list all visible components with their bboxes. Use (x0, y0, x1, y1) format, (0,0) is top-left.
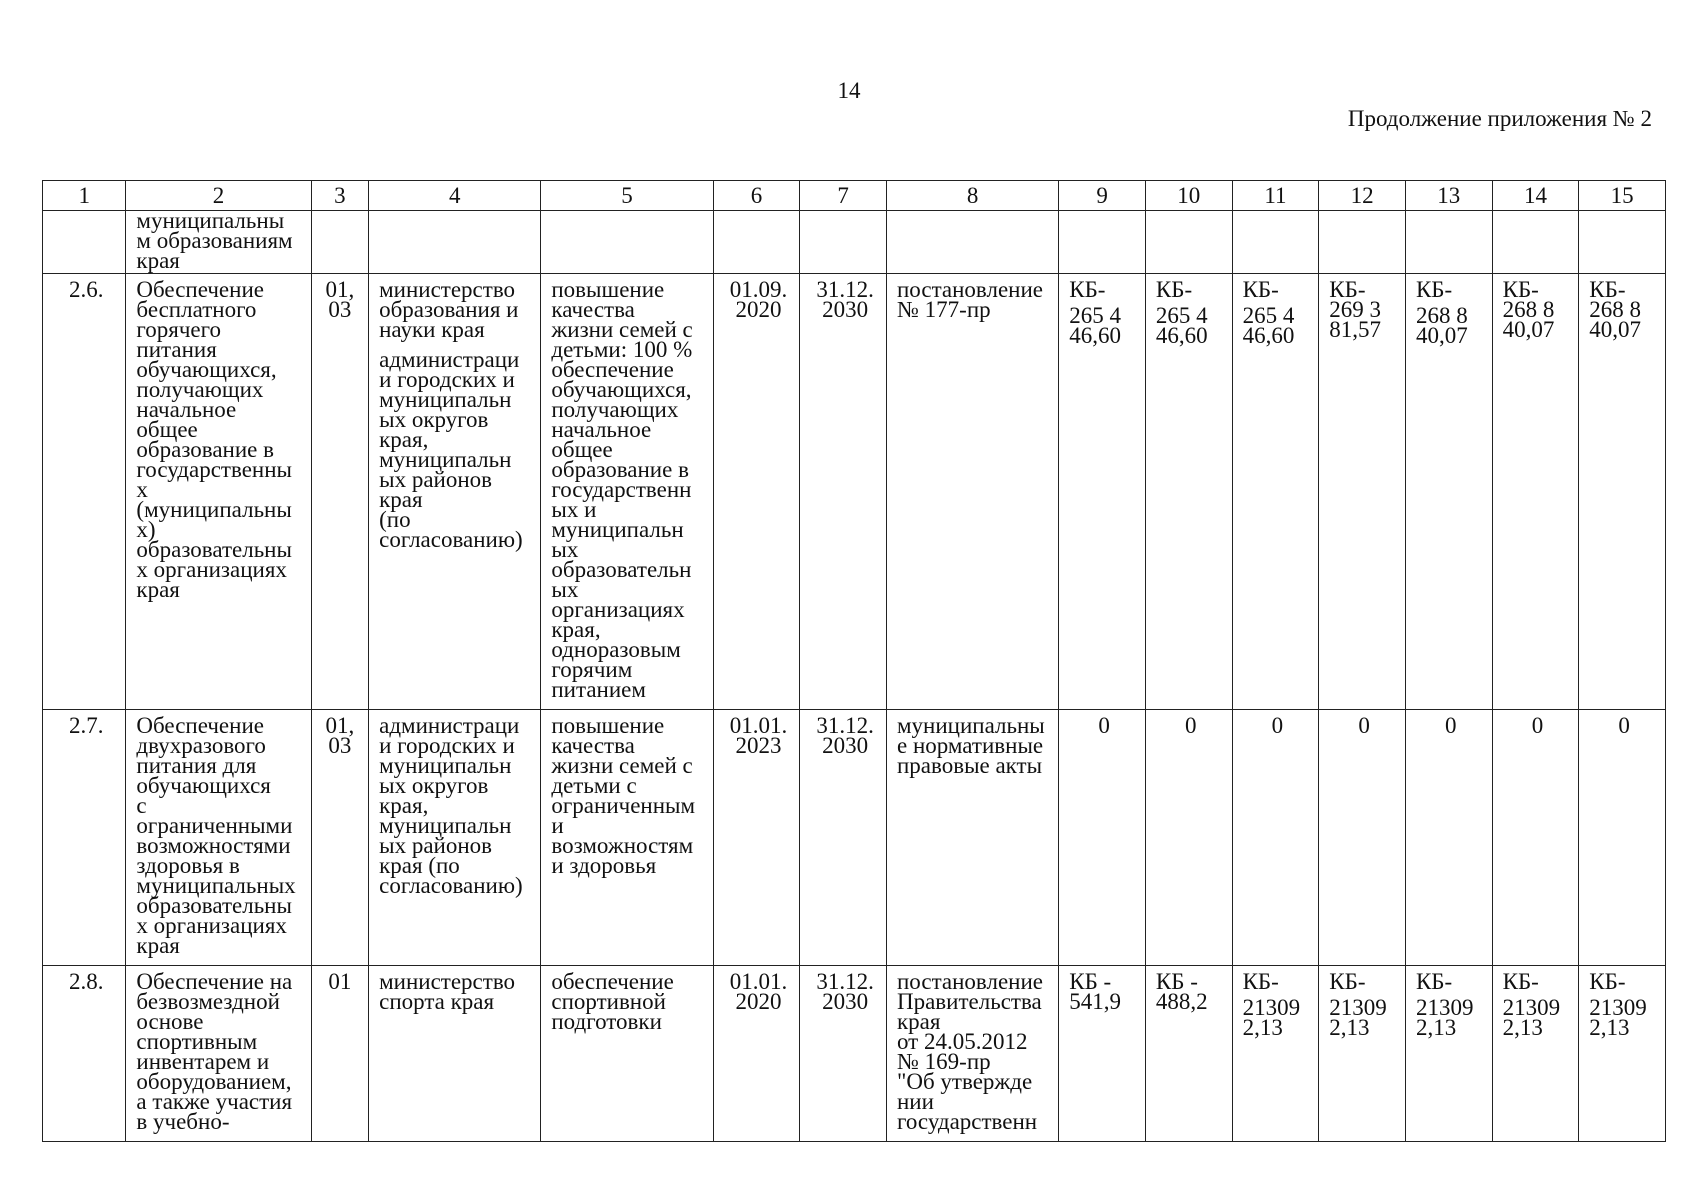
row-number (43, 211, 126, 274)
col-header: 5 (541, 181, 713, 211)
measure-name: Обеспечение на безвозмездной основе спортивным инвентарем и оборудованием, а также участия в учебно- (126, 966, 311, 1142)
value-cell (1579, 211, 1666, 274)
value-cell: 0 (1405, 710, 1492, 966)
table-row (43, 966, 1666, 1142)
value-cell: КБ- 21309 2,13 (1579, 966, 1666, 1142)
start-date-cell: 01.09. 2020 (713, 274, 800, 710)
col-header: 15 (1579, 181, 1666, 211)
executor-cell (369, 211, 541, 274)
value-cell: КБ- 265 4 46,60 (1145, 274, 1232, 710)
col-header: 10 (1145, 181, 1232, 211)
result-cell (541, 211, 713, 274)
value-cell: КБ - 488,2 (1145, 966, 1232, 1142)
value-cell: КБ- 21309 2,13 (1405, 966, 1492, 1142)
row-number: 2.7. (43, 710, 126, 966)
value-cell (1492, 211, 1579, 274)
col-header: 14 (1492, 181, 1579, 211)
value-cell: 0 (1319, 710, 1406, 966)
measure-name: муниципальны м образованиям края (126, 211, 311, 274)
col-header: 13 (1405, 181, 1492, 211)
value-cell: КБ- 265 4 46,60 (1059, 274, 1146, 710)
basis-cell: постановление № 177-пр (886, 274, 1058, 710)
page-number: 14 (837, 78, 861, 103)
value-cell: 0 (1492, 710, 1579, 966)
value-cell (1145, 211, 1232, 274)
annex-continuation-note: Продолжение приложения № 2 (1347, 106, 1652, 131)
col-header: 12 (1319, 181, 1406, 211)
table-row (43, 274, 1666, 710)
row-number: 2.6. (43, 274, 126, 710)
value-cell: КБ- 265 4 46,60 (1232, 274, 1319, 710)
code-cell: 01, 03 (311, 274, 368, 710)
basis-cell: постановление Правительства края от 24.05.2012 № 169-пр "Об утвержде нии государственн (886, 966, 1058, 1142)
code-cell (311, 211, 368, 274)
col-header: 2 (126, 181, 311, 211)
value-cell: КБ- 21309 2,13 (1232, 966, 1319, 1142)
start-date-cell (713, 211, 800, 274)
value-cell: КБ- 21309 2,13 (1492, 966, 1579, 1142)
measure-name: Обеспечение бесплатного горячего питания обучающихся, получающих начальное общее образование в государственны х (муниципальны х) образовательны х организациях края (126, 274, 311, 710)
value-cell: КБ- 268 8 40,07 (1492, 274, 1579, 710)
col-header: 1 (43, 181, 126, 211)
result-cell: повышение качества жизни семей с детьми: 100 % обеспечение обучающихся, получающих начальное общее образование в государственн ых и муниципальн ых образовательн ых организациях края, одноразовым горячим питанием (541, 274, 713, 710)
start-date-cell: 01.01. 2023 (713, 710, 800, 966)
code-cell: 01 (311, 966, 368, 1142)
value-cell: КБ- 269 3 81,57 (1319, 274, 1406, 710)
col-header: 7 (800, 181, 887, 211)
executor-cell: администраци и городских и муниципальн ых округов края, муниципальн ых районов края (по согласованию) (369, 710, 541, 966)
value-cell (1319, 211, 1406, 274)
end-date-cell (800, 211, 887, 274)
start-date-cell: 01.01. 2020 (713, 966, 800, 1142)
col-header: 6 (713, 181, 800, 211)
code-cell: 01, 03 (311, 710, 368, 966)
program-measures-table (42, 180, 1666, 1142)
col-header: 9 (1059, 181, 1146, 211)
end-date-cell: 31.12. 2030 (800, 966, 887, 1142)
value-cell (1059, 211, 1146, 274)
row-number: 2.8. (43, 966, 126, 1142)
executor-cell: министерство образования и науки края администраци и городских и муниципальн ых округов края, муниципальн ых районов края (по согласованию) (369, 274, 541, 710)
table-row (43, 710, 1666, 966)
table-row (43, 211, 1666, 274)
value-cell: КБ- 268 8 40,07 (1579, 274, 1666, 710)
value-cell: КБ- 268 8 40,07 (1405, 274, 1492, 710)
col-header: 8 (886, 181, 1058, 211)
measure-name: Обеспечение двухразового питания для обучающихся с ограниченными возможностями здоровья в муниципальных образовательны х организациях края (126, 710, 311, 966)
col-header: 3 (311, 181, 368, 211)
basis-cell: муниципальны е нормативные правовые акты (886, 710, 1058, 966)
value-cell: 0 (1232, 710, 1319, 966)
col-header: 11 (1232, 181, 1319, 211)
end-date-cell: 31.12. 2030 (800, 710, 887, 966)
result-cell: обеспечение спортивной подготовки (541, 966, 713, 1142)
value-cell (1405, 211, 1492, 274)
value-cell: 0 (1579, 710, 1666, 966)
result-cell: повышение качества жизни семей с детьми с ограниченным и возможностям и здоровья (541, 710, 713, 966)
end-date-cell: 31.12. 2030 (800, 274, 887, 710)
col-header: 4 (369, 181, 541, 211)
column-number-header-row (43, 181, 1666, 211)
basis-cell (886, 211, 1058, 274)
value-cell: 0 (1145, 710, 1232, 966)
value-cell: 0 (1059, 710, 1146, 966)
executor-cell: министерство спорта края (369, 966, 541, 1142)
value-cell (1232, 211, 1319, 274)
value-cell: КБ - 541,9 (1059, 966, 1146, 1142)
value-cell: КБ- 21309 2,13 (1319, 966, 1406, 1142)
